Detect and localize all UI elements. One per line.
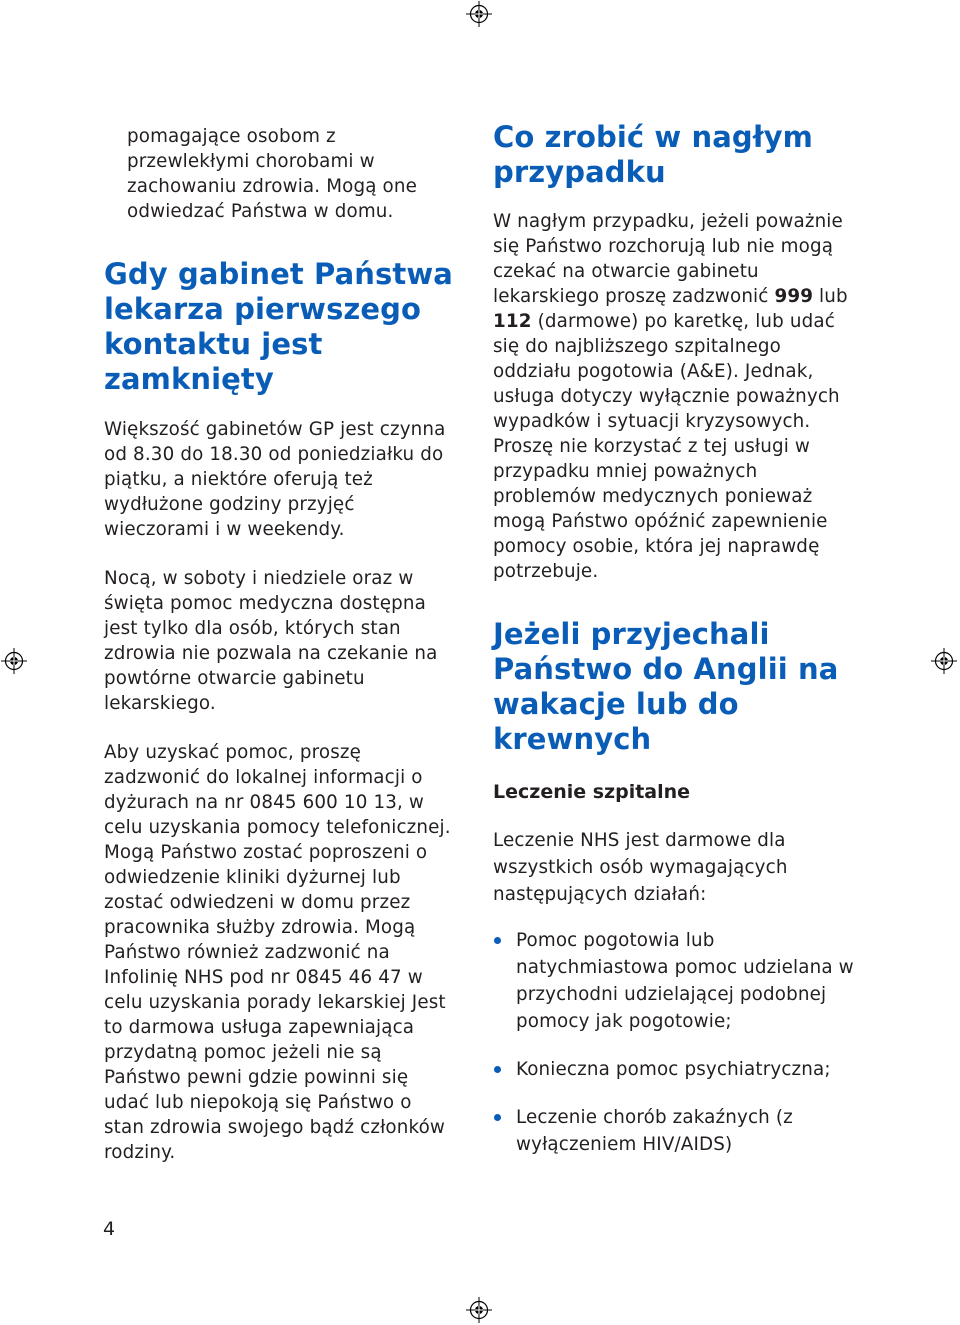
- registration-mark-bottom-icon: [466, 1297, 492, 1323]
- hospital-intro-paragraph: Leczenie NHS jest darmowe dla wszystkich osób wymagających następujących działań:: [493, 830, 788, 905]
- emergency-heading: Co zrobić w nagłym przypadku: [493, 120, 813, 189]
- emergency-paragraph: [493, 209, 863, 584]
- emergency-number-112: 112: [493, 311, 532, 332]
- emergency-text-part1: W nagłym przypadku, jeżeli poważnie się Państwo rozchorują lub nie mogą czekać na otwarcie gabinetu lekarskiego proszę zadzwonić: [493, 211, 843, 307]
- page-number: 4: [103, 1218, 116, 1240]
- hospital-treatment-subheading: Leczenie szpitalne: [493, 781, 691, 803]
- gp-closed-heading: Gdy gabinet Państwa lekarza pierwszego kontaktu jest zamknięty: [104, 257, 453, 396]
- emergency-text-part2: lub: [813, 286, 848, 307]
- list-item: [493, 1104, 863, 1158]
- bullet-icon: [494, 937, 501, 944]
- right-column: [493, 120, 863, 1158]
- emergency-number-999: 999: [774, 286, 814, 307]
- list-item: [493, 1056, 863, 1083]
- bullet-icon: [494, 1066, 501, 1073]
- free-treatment-list: [493, 927, 863, 1158]
- bullet-icon: [494, 1114, 501, 1121]
- intro-paragraph: pomagające osobom z przewlekłymi chorobami w zachowaniu zdrowia. Mogą one odwiedzać Państwa w domu.: [127, 126, 417, 222]
- emergency-text-part3: (darmowe) po karetkę, lub udać się do najbliższego szpitalnego oddziału pogotowia (A&E). Jednak, usługa dotyczy wyłącznie poważnych wypadków i sytuacji kryzysowych. Proszę nie korzystać z tej usługi w przypadku mniej poważnych problemów medycznych ponieważ mogą Państwo opóźnić zapewnienie pomocy osobie, która jej naprawdę potrzebuje.: [493, 311, 840, 582]
- opening-hours-paragraph: Większość gabinetów GP jest czynna od 8.30 do 18.30 od poniedziałku do piątku, a niektóre oferują też wydłużone godziny przyjęć wieczorami i w weekendy.: [104, 419, 446, 540]
- how-to-get-help-paragraph: Aby uzyskać pomoc, proszę zadzwonić do lokalnej informacji o dyżurach na nr 0845 600 10 13, w celu uzyskania pomocy telefonicznej. Mogą Państwo zostać poproszeni o odwiedzenie kliniki dyżurnej lub zostać odwiedzeni w domu przez pracownika służby zdrowia. Mogą Państwo również zadzwonić na Infolinię NHS pod nr 0845 46 47 w celu uzyskania porady lekarskiej Jest to darmowa usługa zapewniająca przydatną pomoc jeżeli nie są Państwo pewni gdzie powinni się udać lub niepokoją się Państwo o stan zdrowia swojego bądź członków rodziny.: [104, 742, 451, 1163]
- holiday-heading: Jeżeli przyjechali Państwo do Anglii na wakacje lub do krewnych: [493, 617, 839, 756]
- left-column: [104, 124, 456, 1165]
- list-item-text: Leczenie chorób zakaźnych (z wyłączeniem HIV/AIDS): [516, 1107, 793, 1155]
- list-item-text: Pomoc pogotowia lub natychmiastowa pomoc udzielana w przychodni udzielającej podobnej pomocy jak pogotowie;: [516, 930, 854, 1032]
- list-item: [493, 927, 863, 1035]
- registration-mark-right-icon: [931, 648, 957, 674]
- registration-mark-top-icon: [466, 1, 492, 27]
- out-of-hours-paragraph: Nocą, w soboty i niedziele oraz w święta pomoc medyczna dostępna jest tylko dla osób, których stan zdrowia nie pozwala na czekanie na powtórne otwarcie gabinetu lekarskiego.: [104, 568, 438, 714]
- list-item-text: Konieczna pomoc psychiatryczna;: [516, 1059, 831, 1080]
- registration-mark-left-icon: [1, 648, 27, 674]
